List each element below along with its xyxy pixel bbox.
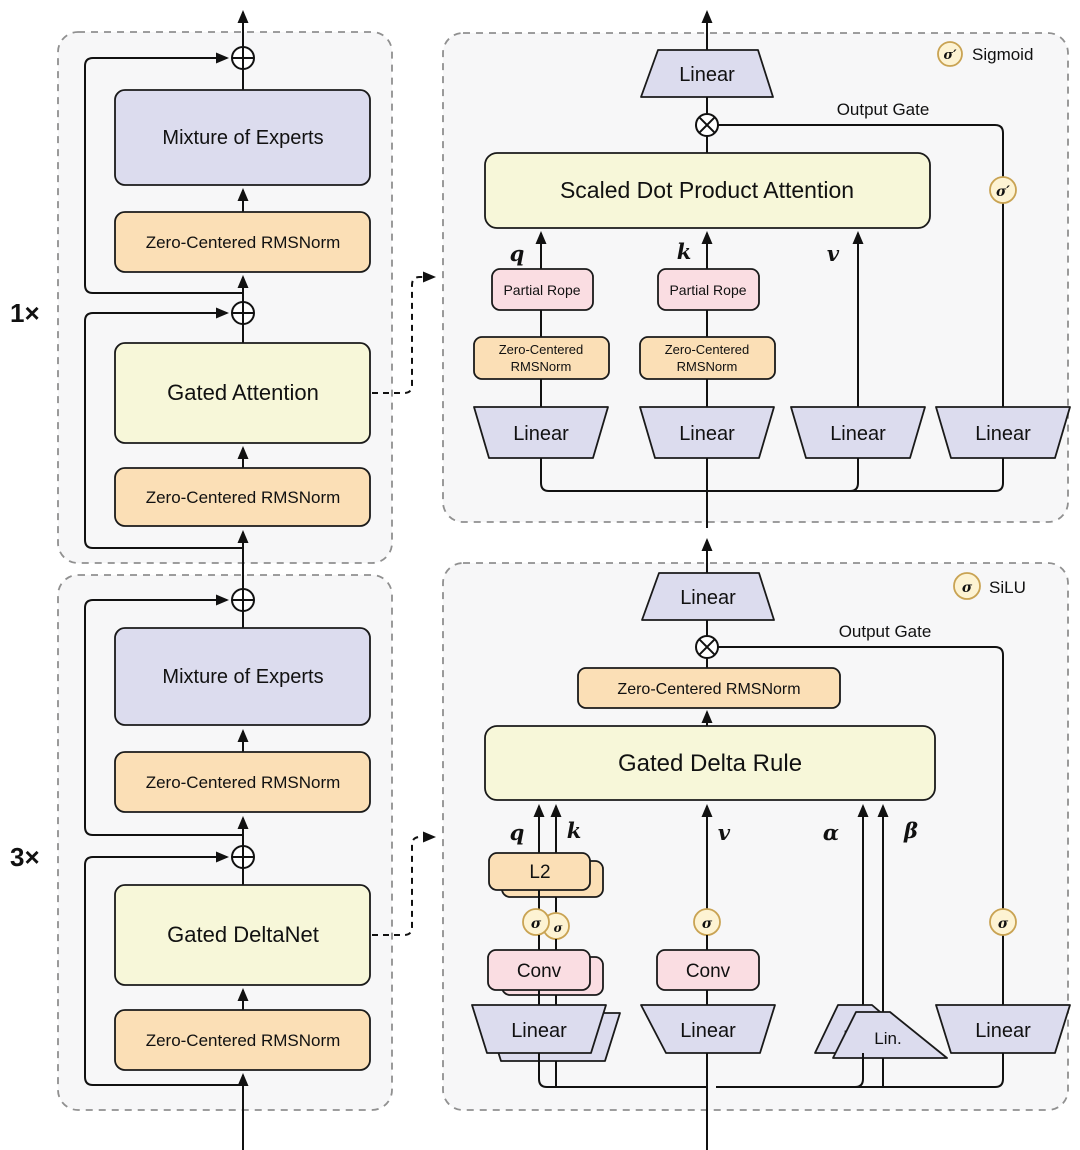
conv-label: Conv — [516, 961, 562, 982]
gate-linear-label: Linear — [975, 423, 1031, 445]
qk-norm-line1: Zero-Centered — [664, 342, 750, 357]
repeat-count-attention: 1× — [10, 298, 40, 328]
repeat-count-deltanet: 3× — [10, 842, 40, 872]
norm-label: Zero-Centered RMSNorm — [145, 773, 341, 792]
silu-symbol-back: σ — [553, 921, 563, 935]
qk-norm-line2: RMSNorm — [676, 359, 738, 374]
alpha-label: α — [822, 820, 840, 845]
l2-norm-label: L2 — [529, 862, 551, 883]
q-label: q — [509, 820, 525, 845]
qk-norm-line1: Zero-Centered — [498, 342, 584, 357]
moe-label: Mixture of Experts — [162, 666, 324, 688]
output-gate-label: Output Gate — [836, 100, 930, 119]
norm-label: Zero-Centered RMSNorm — [145, 488, 341, 507]
q-linear-label: Linear — [513, 423, 569, 445]
sdpa-label: Scaled Dot Product Attention — [559, 177, 855, 203]
out-linear-label: Linear — [679, 64, 735, 86]
out-norm-label: Zero-Centered RMSNorm — [617, 681, 801, 698]
conv-label: Conv — [685, 961, 731, 982]
beta-linear-label: Lin. — [874, 1029, 902, 1048]
v-linear-label: Linear — [830, 423, 886, 445]
beta-label: β — [904, 818, 918, 843]
output-gate-label: Output Gate — [838, 622, 932, 641]
v-label: v — [826, 241, 840, 266]
gate-linear-label: Linear — [975, 1020, 1031, 1042]
sigmoid-legend-label: Sigmoid — [972, 45, 1034, 64]
gated-deltanet-label: Gated DeltaNet — [167, 922, 319, 947]
v-label: v — [717, 820, 731, 845]
qk-linear-label: Linear — [511, 1020, 567, 1042]
qk-norm-line2: RMSNorm — [510, 359, 572, 374]
gated-attention-label: Gated Attention — [167, 380, 319, 405]
k-linear-label: Linear — [679, 423, 735, 445]
silu-symbol: σ — [530, 916, 542, 932]
moe-label: Mixture of Experts — [162, 127, 324, 149]
out-linear-label: Linear — [680, 587, 736, 609]
v-linear-label: Linear — [680, 1020, 736, 1042]
q-label: q — [509, 241, 525, 266]
k-label: k — [566, 818, 582, 843]
gated-delta-rule-label: Gated Delta Rule — [617, 750, 803, 777]
sigmoid-legend-symbol: σ′ — [943, 48, 957, 63]
silu-gate-symbol: σ — [997, 916, 1009, 932]
sigmoid-gate-symbol: σ′ — [995, 184, 1011, 200]
k-label: k — [676, 239, 692, 264]
partial-rope-label: Partial Rope — [503, 282, 581, 298]
norm-label: Zero-Centered RMSNorm — [145, 233, 341, 252]
partial-rope-label: Partial Rope — [669, 282, 747, 298]
norm-label: Zero-Centered RMSNorm — [145, 1031, 341, 1050]
silu-legend-label: SiLU — [989, 578, 1026, 597]
silu-symbol: σ — [701, 916, 713, 932]
silu-legend-symbol: σ — [961, 580, 973, 596]
